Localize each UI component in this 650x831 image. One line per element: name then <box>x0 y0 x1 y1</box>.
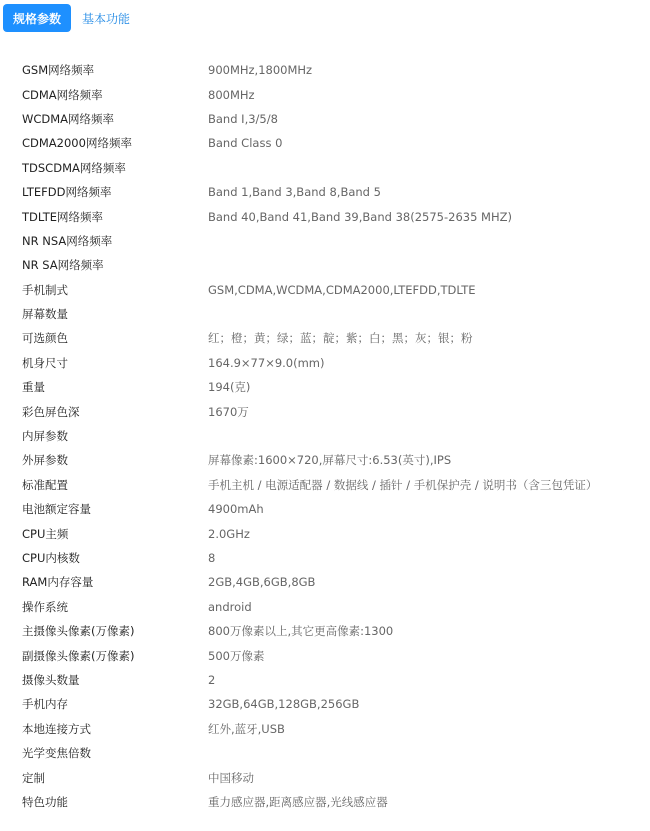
spec-value: Band Class 0 <box>208 136 283 151</box>
spec-value: android <box>208 599 252 614</box>
spec-table <box>0 58 650 814</box>
spec-label: 标准配置 <box>22 477 68 492</box>
spec-row <box>0 424 650 448</box>
spec-value: 手机主机 / 电源适配器 / 数据线 / 插针 / 手机保护壳 / 说明书（含三包凭证） <box>208 477 598 492</box>
spec-label: 本地连接方式 <box>22 721 91 736</box>
spec-row <box>0 302 650 326</box>
spec-label: CPU主频 <box>22 526 69 541</box>
spec-row <box>0 595 650 619</box>
spec-row <box>0 156 650 180</box>
spec-label: RAM内存容量 <box>22 575 94 590</box>
spec-value: Band 1,Band 3,Band 8,Band 5 <box>208 185 381 200</box>
spec-label: 操作系统 <box>22 599 68 614</box>
spec-label: NR SA网络频率 <box>22 258 104 273</box>
spec-value: 500万像素 <box>208 648 265 663</box>
tab-bar <box>3 4 140 32</box>
spec-row <box>0 82 650 106</box>
spec-label: 摄像头数量 <box>22 672 80 687</box>
spec-value: Band 40,Band 41,Band 39,Band 38(2575-2635 MHZ) <box>208 209 512 224</box>
spec-value: 2.0GHz <box>208 526 250 541</box>
spec-row <box>0 351 650 375</box>
spec-row <box>0 58 650 82</box>
spec-label: WCDMA网络频率 <box>22 111 115 126</box>
spec-value: 194(克) <box>208 380 251 395</box>
spec-label: 特色功能 <box>22 794 68 809</box>
spec-label: 电池额定容量 <box>22 502 91 517</box>
spec-label: CDMA网络频率 <box>22 87 103 102</box>
spec-row <box>0 546 650 570</box>
spec-row <box>0 741 650 765</box>
spec-value: 4900mAh <box>208 502 264 517</box>
spec-row <box>0 448 650 472</box>
spec-label: 彩色屏色深 <box>22 404 80 419</box>
spec-row <box>0 473 650 497</box>
spec-value: 800万像素以上,其它更高像素:1300 <box>208 624 394 639</box>
spec-label: TDLTE网络频率 <box>22 209 103 224</box>
spec-label: 可选颜色 <box>22 331 68 346</box>
spec-row <box>0 790 650 814</box>
spec-value: 重力感应器,距离感应器,光线感应器 <box>208 794 388 809</box>
spec-label: 手机制式 <box>22 282 68 297</box>
spec-value: 2 <box>208 672 216 687</box>
spec-label: CPU内核数 <box>22 551 80 565</box>
spec-label: 内屏参数 <box>22 429 68 444</box>
spec-value: 800MHz <box>208 87 255 102</box>
spec-row <box>0 643 650 667</box>
spec-value: 红；橙；黄；绿；蓝；靛；紫；白；黑；灰；银；粉 <box>208 331 473 346</box>
spec-label: 屏幕数量 <box>22 307 68 322</box>
spec-label: 手机内存 <box>22 697 68 712</box>
spec-row <box>0 570 650 594</box>
spec-row <box>0 131 650 155</box>
spec-label: 主摄像头像素(万像素) <box>22 624 135 639</box>
spec-row <box>0 497 650 521</box>
spec-row <box>0 375 650 399</box>
spec-value: 900MHz,1800MHz <box>208 63 313 78</box>
spec-value: 中国移动 <box>208 770 254 785</box>
spec-row <box>0 765 650 789</box>
spec-value: 164.9×77×9.0(mm) <box>208 355 325 370</box>
spec-label: LTEFDD网络频率 <box>22 185 112 200</box>
spec-label: 外屏参数 <box>22 453 68 468</box>
tab-basic-functions[interactable]: 基本功能 <box>82 11 131 26</box>
spec-label: TDSCDMA网络频率 <box>22 160 126 175</box>
spec-row <box>0 619 650 643</box>
spec-row <box>0 278 650 302</box>
spec-row <box>0 692 650 716</box>
spec-row <box>0 717 650 741</box>
spec-value: 8 <box>208 551 216 565</box>
spec-label: 副摄像头像素(万像素) <box>22 648 135 663</box>
spec-row <box>0 204 650 228</box>
spec-value: 1670万 <box>208 404 249 419</box>
spec-value: GSM,CDMA,WCDMA,CDMA2000,LTEFDD,TDLTE <box>208 282 476 297</box>
spec-row <box>0 229 650 253</box>
tab-specifications[interactable]: 规格参数 <box>3 4 71 32</box>
spec-value: 红外,蓝牙,USB <box>208 721 285 736</box>
spec-value: 2GB,4GB,6GB,8GB <box>208 575 316 590</box>
spec-value: 32GB,64GB,128GB,256GB <box>208 697 360 712</box>
spec-row <box>0 668 650 692</box>
spec-label: GSM网络频率 <box>22 63 95 78</box>
spec-row <box>0 107 650 131</box>
spec-value: 屏幕像素:1600×720,屏幕尺寸:6.53(英寸),IPS <box>208 453 452 468</box>
spec-row <box>0 521 650 545</box>
spec-row <box>0 399 650 423</box>
spec-label: 光学变焦倍数 <box>22 746 91 761</box>
spec-row <box>0 180 650 204</box>
spec-label: 重量 <box>22 380 45 395</box>
spec-label: 定制 <box>22 770 45 785</box>
spec-row <box>0 326 650 350</box>
spec-label: 机身尺寸 <box>22 355 68 370</box>
spec-label: NR NSA网络频率 <box>22 233 113 248</box>
spec-value: Band Ⅰ,3/5/8 <box>208 111 278 126</box>
spec-row <box>0 253 650 277</box>
spec-label: CDMA2000网络频率 <box>22 136 132 151</box>
